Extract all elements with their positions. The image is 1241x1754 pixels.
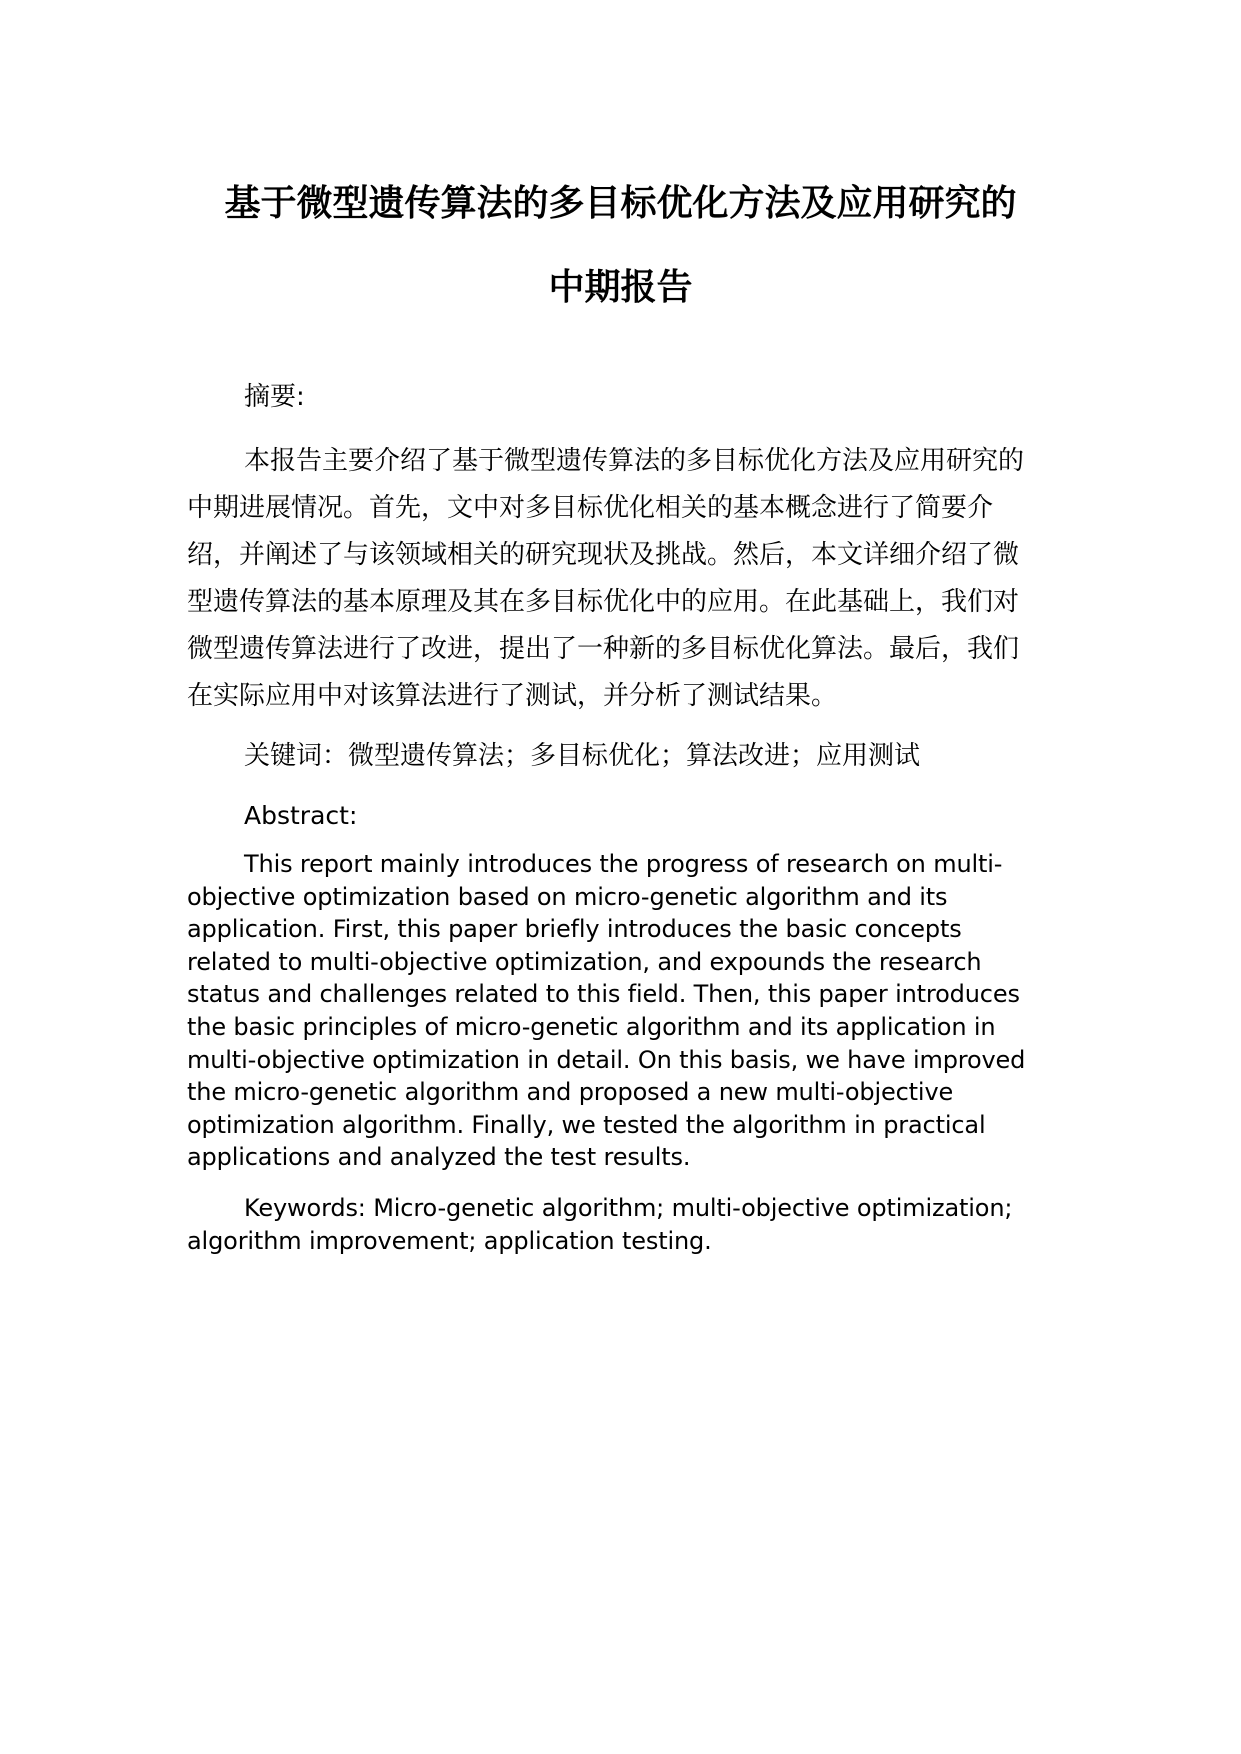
english-abstract-heading: Abstract: [244, 801, 358, 830]
chinese-abstract-body: 本报告主要介绍了基于微型遗传算法的多目标优化方法及应用研究的中期进展情况。首先，文中对多目标优化相关的基本概念进行了简要介绍，并阐述了与该领域相关的研究现状及挑战。然后，本文详细介绍了微型遗传算法的基本原理及其在多目标优化中的应用。在此基础上，我们对微型遗传算法进行了改进，提出了一种新的多目标优化算法。最后，我们在实际应用中对该算法进行了测试，并分析了测试结果。 [187, 446, 1025, 711]
chinese-keywords: 关键词：微型遗传算法；多目标优化；算法改进；应用测试 [244, 741, 921, 771]
english-abstract-body: This report mainly introduces the progress of research on multi-objective optimization based on micro-genetic algorithm and its application. First, this paper briefly introduces the basic concepts related to multi-objective optimization, and expounds the research status and challenges related to this field. Then, this paper introduces the basic principles of micro-genetic algorithm and its application in multi-objective optimization in detail. On this basis, we have improved the micro-genetic algorithm and proposed a new multi-objective optimization algorithm. Finally, we tested the algorithm in practical applications and analyzed the test results. [187, 850, 1026, 1172]
document-title-line-1: 基于微型遗传算法的多目标优化方法及应用研究的 [224, 183, 1017, 224]
chinese-abstract-heading: 摘要: [244, 382, 305, 412]
english-keywords: Keywords: Micro-genetic algorithm; multi-objective optimization; algorithm improvement; application testing. [187, 1194, 1013, 1255]
document-title-line-2: 中期报告 [548, 267, 693, 308]
